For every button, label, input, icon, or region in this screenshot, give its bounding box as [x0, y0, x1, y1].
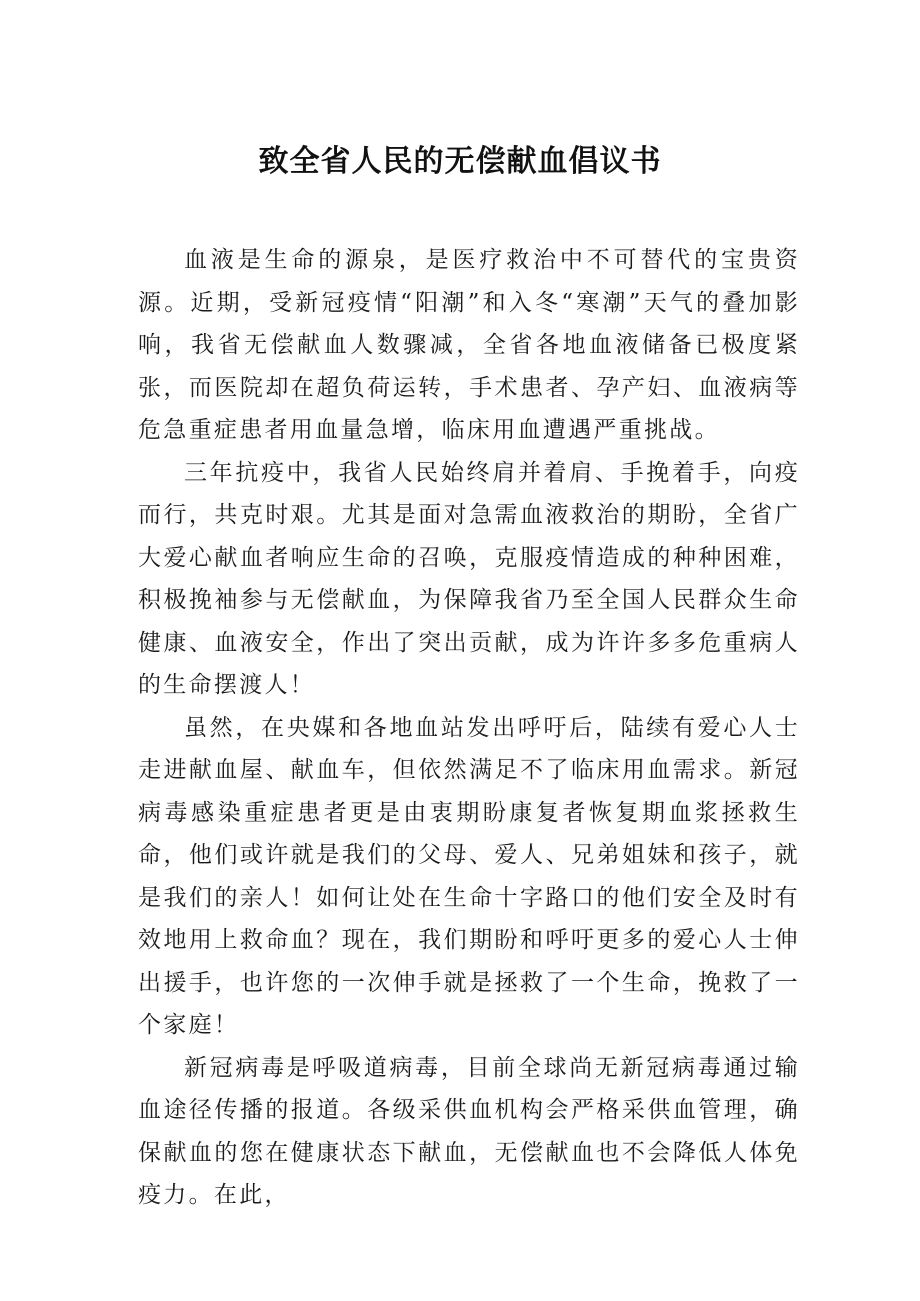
paragraph-3: 虽然，在央媒和各地血站发出呼吁后，陆续有爱心人士走进献血屋、献血车，但依然满足不了临床用血需求。新冠病毒感染重症患者更是由衷期盼康复者恢复期血浆拯救生命，他们或许就是我们的父母、爱人、兄弟姐妹和孩子，就是我们的亲人！如何让处在生命十字路口的他们安全及时有效地用上救命血？现在，我们期盼和呼吁更多的爱心人士伸出援手，也许您的一次伸手就是拯救了一个生命，挽救了一个家庭！ — [138, 714, 800, 1038]
document-title: 致全省人民的无偿献血倡议书 — [258, 144, 662, 179]
paragraph-2: 三年抗疫中，我省人民始终肩并着肩、手挽着手，向疫而行，共克时艰。尤其是面对急需血液救治的期盼，全省广大爱心献血者响应生命的召唤，克服疫情造成的种种困难，积极挽袖参与无偿献血，为保障我省乃至全国人民群众生命健康、血液安全，作出了突出贡献，成为许许多多危重病人的生命摆渡人！ — [138, 459, 800, 698]
document-body — [138, 239, 800, 1217]
paragraph-4: 新冠病毒是呼吸道病毒，目前全球尚无新冠病毒通过输血途径传播的报道。各级采供血机构会严格采供血管理，确保献血的您在健康状态下献血，无偿献血也不会降低人体免疫力。在此， — [138, 1054, 800, 1208]
paragraph-1: 血液是生命的源泉，是医疗救治中不可替代的宝贵资源。近期，受新冠疫情“阳潮”和入冬“寒潮”天气的叠加影响，我省无偿献血人数骤减，全省各地血液储备已极度紧张，而医院却在超负荷运转，手术患者、孕产妇、血液病等危急重症患者用血量急增，临床用血遭遇严重挑战。 — [138, 247, 800, 443]
